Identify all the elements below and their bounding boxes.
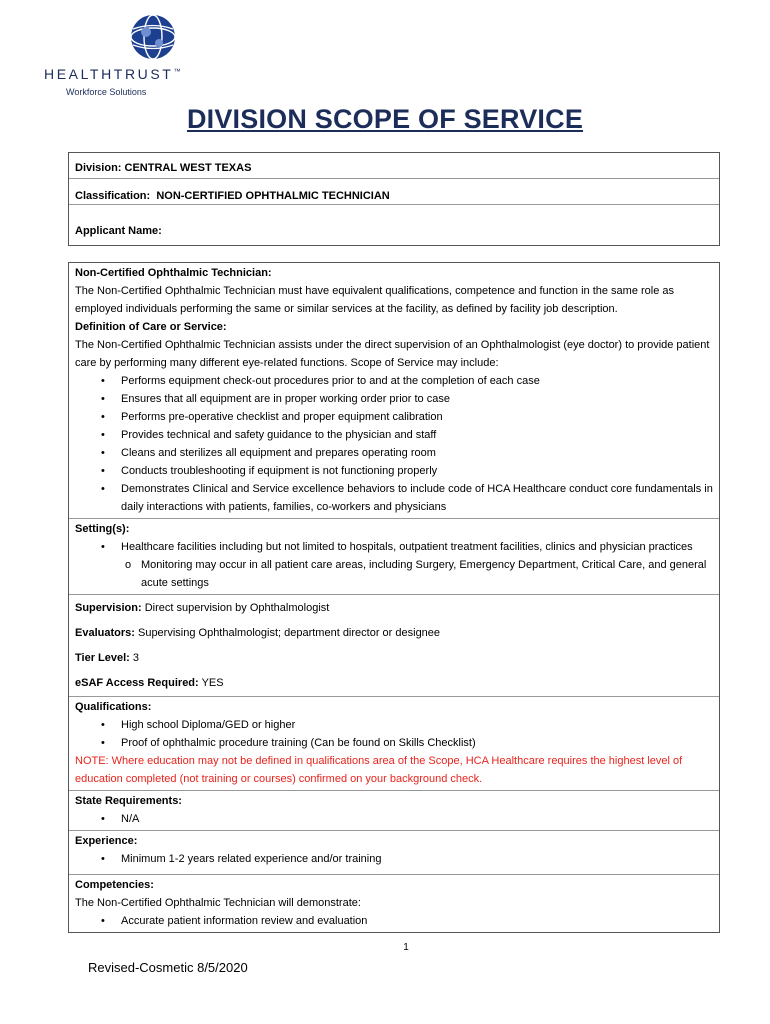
care-heading: Definition of Care or Service: xyxy=(75,321,227,333)
list-item: • Cleans and sterilizes all equipment and prepares operating room xyxy=(121,444,713,462)
scope-table xyxy=(68,262,720,933)
list-item: • Accurate patient information review and evaluation xyxy=(121,912,713,930)
competencies-text: The Non-Certified Ophthalmic Technician will demonstrate: xyxy=(75,897,361,909)
esaf-row: eSAF Access Required: YES xyxy=(75,677,224,689)
supervision-section xyxy=(69,595,719,697)
list-item: • Demonstrates Clinical and Service excellence behaviors to include code of HCA Healthcare conduct core fundamentals in daily interactions with patients, families, co-workers and physicians xyxy=(121,480,713,516)
qualifications-list xyxy=(75,716,713,752)
list-item: • Performs equipment check-out procedures prior to and at the completion of each case xyxy=(121,372,713,390)
logo-subtitle: Workforce Solutions xyxy=(66,87,147,97)
list-item: • Ensures that all equipment are in proper working order prior to case xyxy=(121,390,713,408)
list-item: • High school Diploma/GED or higher xyxy=(121,716,713,734)
competencies-list xyxy=(75,912,713,930)
list-item: • Minimum 1-2 years related experience and/or training xyxy=(121,850,713,868)
settings-list xyxy=(75,538,713,556)
healthtrust-logo xyxy=(44,12,204,97)
applicant-row: Applicant Name: xyxy=(75,225,162,237)
competencies-heading: Competencies: xyxy=(75,879,154,891)
settings-heading: Setting(s): xyxy=(75,523,130,535)
tier-row: Tier Level: 3 xyxy=(75,652,140,664)
evaluators-row: Evaluators: Supervising Ophthalmologist; department director or designee xyxy=(75,627,441,639)
definition-section xyxy=(69,263,719,519)
definition-text: The Non-Certified Ophthalmic Technician must have equivalent qualifications, competence and function in the same role as employed individuals performing the same or similar services at the facility, as defined by facility job description. xyxy=(75,285,675,315)
experience-heading: Experience: xyxy=(75,835,138,847)
care-list xyxy=(75,372,713,516)
classification-row: Classification: NON-CERTIFIED OPHTHALMIC TECHNICIAN xyxy=(69,179,719,205)
revision-footer: Revised-Cosmetic 8/5/2020 xyxy=(88,960,248,975)
header-table xyxy=(68,152,720,246)
list-item: • Proof of ophthalmic procedure training (Can be found on Skills Checklist) xyxy=(121,734,713,752)
division-row: Division: CENTRAL WEST TEXAS xyxy=(69,153,719,179)
qualifications-section xyxy=(69,697,719,791)
logo-wordmark: HEALTHTRUST™ xyxy=(44,66,184,82)
education-note: NOTE: Where education may not be defined in qualifications area of the Scope, HCA Healthcare requires the highest level of education completed (not training or courses) confirmed on your background check. xyxy=(75,755,683,785)
list-item: • N/A xyxy=(121,810,713,828)
state-requirements-section xyxy=(69,791,719,831)
list-item: • Performs pre-operative checklist and proper equipment calibration xyxy=(121,408,713,426)
supervision-row: Supervision: Direct supervision by Ophthalmologist xyxy=(75,602,330,614)
competencies-section xyxy=(69,875,719,932)
globe-icon xyxy=(128,12,178,62)
list-item: • Provides technical and safety guidance to the physician and staff xyxy=(121,426,713,444)
qualifications-heading: Qualifications: xyxy=(75,701,152,713)
definition-heading: Non-Certified Ophthalmic Technician: xyxy=(75,267,272,279)
list-item: o Monitoring may occur in all patient care areas, including Surgery, Emergency Department, Critical Care, and general acute settings xyxy=(141,556,713,592)
state-list xyxy=(75,810,713,828)
state-heading: State Requirements: xyxy=(75,795,182,807)
page-number: 1 xyxy=(403,942,409,953)
care-text: The Non-Certified Ophthalmic Technician assists under the direct supervision of an Ophthalmologist (eye doctor) to provide patient care by performing many different eye-related functions. Scope of Service may include: xyxy=(75,339,710,369)
page-title: DIVISION SCOPE OF SERVICE xyxy=(186,104,584,134)
settings-sublist xyxy=(75,556,713,592)
list-item: • Healthcare facilities including but not limited to hospitals, outpatient treatment facilities, clinics and physician practices xyxy=(121,538,713,556)
settings-section xyxy=(69,519,719,595)
list-item: • Conducts troubleshooting if equipment is not functioning properly xyxy=(121,462,713,480)
experience-list xyxy=(75,850,713,868)
experience-section xyxy=(69,831,719,875)
